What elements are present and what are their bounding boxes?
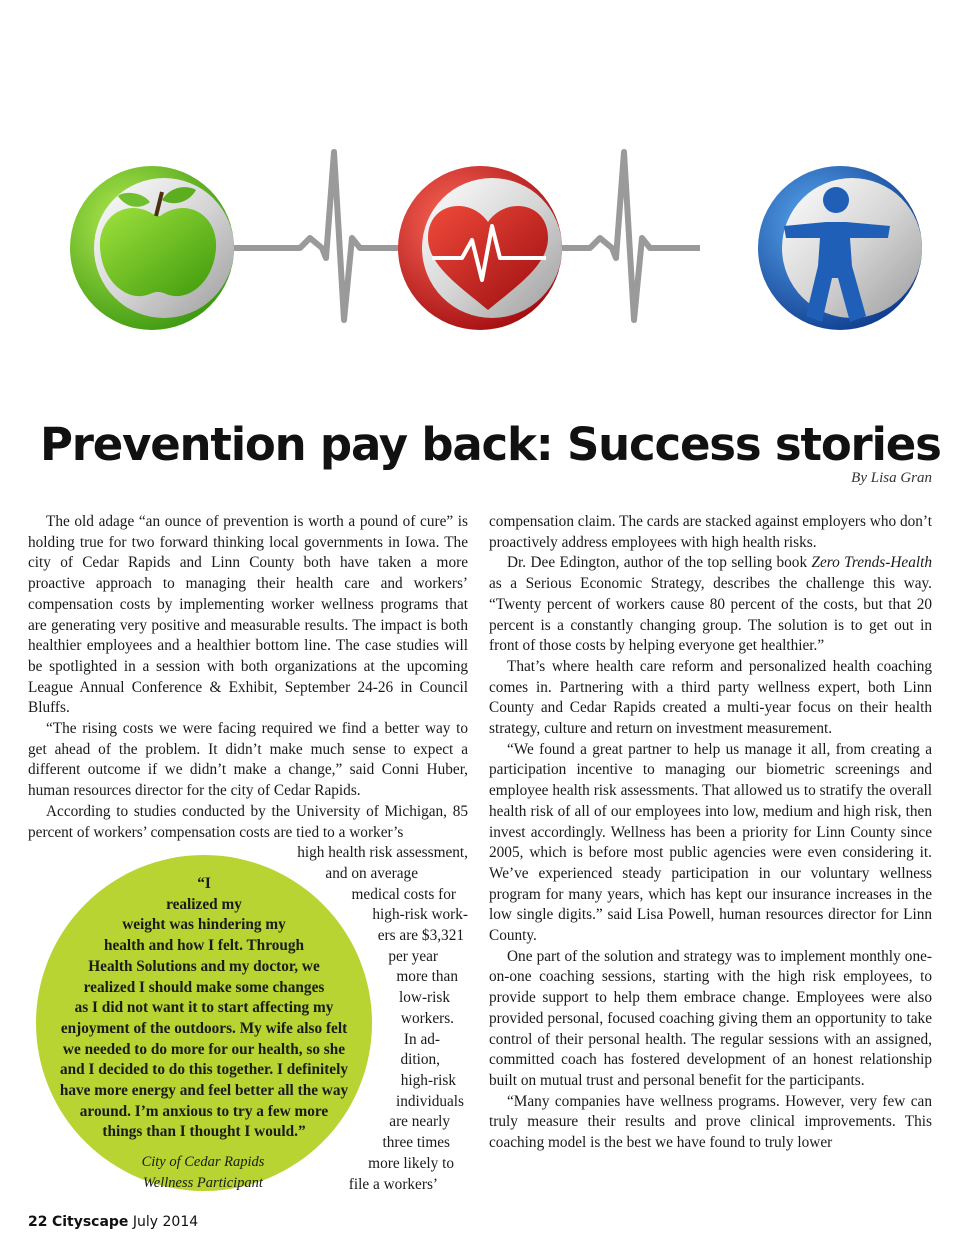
quote-line: realized my (166, 895, 242, 913)
quote-line: enjoyment of the outdoors. My wife also felt (60, 1019, 348, 1037)
magazine-name: Cityscape (51, 1214, 129, 1230)
paragraph: “We found a great partner to help us manage it all, from creating a participation incentive to managing our biometric screenings and employee health risk assessments. That allowed us to stratify the overall health risk of all of our employees into low, medium and high risk, then invest accordingly. Wellness has been a priority for Linn County since 2005, which is before most public agencies were even considering it. We’ve experienced steady participation in our voluntary wellness program for many years, which has kept our insurance increases in the low single digits.” said Lisa Powell, human resources director for Linn County. (489, 740, 932, 945)
hero-illustration (0, 130, 960, 380)
quote-line: things than I thought I would.” (102, 1123, 306, 1141)
paragraph: compensation claim. The cards are stacked against employers who don’t proactively address employees with high health risks. (489, 513, 932, 551)
quote-line: “I (197, 875, 211, 892)
person-icon (758, 166, 922, 330)
wrap-line: high-risk (400, 1071, 456, 1089)
text-run: as a Serious Economic Strategy, describes the challenge this way. “Twenty percent of workers cause 80 percent of the costs, but that 20 percent is a constantly changing group. The solution is to get out in front of those costs by helping everyone get healthier.” (489, 575, 932, 655)
wrap-line: individuals (396, 1092, 464, 1110)
wrap-line: medical costs for (351, 885, 456, 903)
quote-line: realized I should make some changes (83, 978, 325, 996)
wrap-line: ers are $3,321 (377, 927, 464, 945)
quote-line: have more energy and feel better all the way (59, 1082, 349, 1100)
wrap-line: and on average (325, 864, 418, 882)
issue-date: July 2014 (132, 1214, 199, 1230)
paragraph: “The rising costs we were facing required we find a better way to get ahead of the problem. It didn’t make much sense to expect a different outcome if we didn’t make a change,” said Conni Huber, human resources director for the city of Cedar Rapids. (28, 720, 468, 800)
paragraph: “Many companies have wellness programs. However, very few can truly measure their results and prove clinical improvements. This coaching model is the best we have found to truly lower (489, 1092, 932, 1152)
wrap-line: more likely to (368, 1154, 454, 1172)
right-column (489, 512, 932, 1154)
wrap-line: three times (382, 1134, 450, 1152)
page-footer (28, 1214, 198, 1230)
wrap-line: more than (396, 968, 458, 986)
heart-pulse-icon (398, 166, 562, 330)
wrap-line: workers. (400, 1009, 454, 1027)
paragraph: One part of the solution and strategy was to implement monthly one-on-one coaching sessions, starting with the high risk employees, to provide support to help them embrace change. Employees were also provided personal, focused coaching giving them an opportunity to take control of their personal health. The regular sessions with an assigned, committed coach has fostered development of an honest relationship built on mutual trust and personal benefit for the participants. (489, 947, 932, 1089)
quote-line: and I decided to do this together. I definitely (60, 1061, 348, 1079)
pull-quote-attribution (38, 1152, 368, 1194)
paragraph (489, 553, 932, 657)
pull-quote (38, 874, 370, 1143)
quote-line: around. I’m anxious to try a few more (79, 1102, 329, 1120)
quote-line: as I did not want it to start affecting my (74, 999, 334, 1017)
book-title: Zero Trends-Health (811, 554, 932, 572)
wrap-line: high-risk work- (372, 906, 468, 924)
attribution-line: City of Cedar Rapids (141, 1154, 265, 1170)
page-number: 22 (28, 1214, 48, 1230)
headline: Prevention pay back: Success stories (40, 418, 941, 471)
wrap-line: In ad- (403, 1030, 440, 1048)
wrap-line: low-risk (399, 989, 450, 1007)
wrap-line: are nearly (389, 1113, 450, 1131)
wrap-line: dition, (400, 1051, 440, 1069)
paragraph: The old adage “an ounce of prevention is worth a pound of cure” is holding true for two forward thinking local governments in Iowa. The city of Cedar Rapids and Linn County both have taken a more proactive approach to managing their health care and workers’ compensation costs by implementing worker wellness programs that are generating very positive and measurable results. The impact is both healthier employees and a healthier bottom line. The case studies will be spotlighted in a session with both organizations at the upcoming League Annual Conference & Exhibit, September 24-26 in Council Bluffs. (28, 513, 468, 717)
quote-line: we needed to do more for our health, so she (62, 1040, 346, 1058)
text-run: Dr. Dee Edington, author of the top selling book (507, 554, 812, 572)
quote-line: Health Solutions and my doctor, we (88, 957, 320, 975)
wrap-line: per year (388, 947, 438, 965)
wrap-line: high health risk assessment, (297, 844, 468, 862)
quote-line: health and how I felt. Through (103, 937, 305, 955)
paragraph: That’s where health care reform and personalized health coaching comes in. Partnering with a third party wellness expert, both Linn County and Cedar Rapids created a multi-year focus on their health strategy, culture and return on investment measurement. (489, 657, 932, 738)
quote-line: weight was hindering my (122, 916, 286, 934)
wrap-line: file a workers’ (348, 1175, 438, 1193)
paragraph: According to studies conducted by the University of Michigan, 85 percent of workers’ compensation costs are tied to a worker’s (28, 802, 468, 841)
byline: By Lisa Gran (851, 470, 932, 486)
attribution-line: Wellness Participant (143, 1175, 263, 1191)
apple-icon (70, 166, 234, 330)
